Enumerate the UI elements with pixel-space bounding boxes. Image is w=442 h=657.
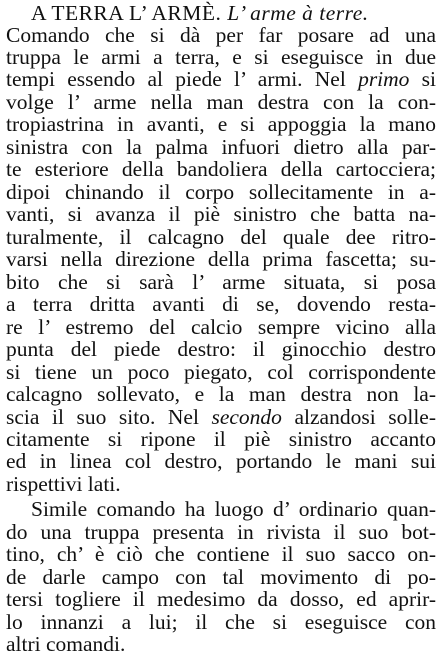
emphasis-primo: primo xyxy=(358,67,410,92)
text-line: bito che si sarà l’ arme situata, si posa xyxy=(6,269,436,294)
text-line: tersi togliere il medesimo da dosso, ed aprir- xyxy=(6,587,436,612)
text-line: sinistra con la palma infuori dietro alla par- xyxy=(6,134,436,159)
text-line: rispettivi lati. xyxy=(6,471,121,496)
text-line: tempi essendo al piede l’ armi. Nel primo si xyxy=(6,67,437,92)
text-line: re l’ estremo del calcio sempre vicino alla xyxy=(6,314,436,339)
text-line: do una truppa presenta in rivista il suo bot- xyxy=(6,519,436,544)
text-line: te esteriore della bandoliera della cartocciera; xyxy=(6,157,436,182)
text-line: turalmente, il calcagno del quale dee ritro- xyxy=(6,224,436,249)
text-line: calcagno sollevato, e la man destra non la- xyxy=(6,382,436,407)
text-line: tino, ch’ è ciò che contiene il suo sacco on- xyxy=(6,542,436,567)
text-line: si tiene un poco piegato, col corrispondente xyxy=(6,359,436,384)
text-line: volge l’ arme nella man destra con la con- xyxy=(6,89,436,114)
text-line: de darle campo con tal movimento di po- xyxy=(6,564,436,589)
text-line: punta del piede destro: il ginocchio destro xyxy=(6,337,436,362)
entry-title: A TERRA L’ ARMÈ. xyxy=(31,1,222,25)
text-line: Simile comando ha luogo d’ ordinario quan- xyxy=(31,497,436,522)
text-line: altri comandi. xyxy=(6,632,126,656)
text-line: a terra dritta avanti di se, dovendo resta- xyxy=(6,292,436,317)
text-line: citamente si ripone il piè sinistro accanto xyxy=(6,426,436,451)
emphasis-secondo: secondo xyxy=(211,404,282,429)
text-line: dipoi chinando il corpo sollecitamente in a- xyxy=(6,179,436,204)
text-line: tropiastrina in avanti, e si appoggia la mano xyxy=(6,112,436,137)
text-line: Comando che si dà per far posare ad una xyxy=(6,22,436,47)
text-line: vanti, si avanza il piè sinistro che batta na- xyxy=(6,202,436,227)
text-line: varsi nella direzione della prima fascetta; su- xyxy=(6,247,436,272)
text-line: scia il suo sito. Nel secondo alzandosi solle- xyxy=(6,404,437,429)
text-line: ed in linea col destro, portando le mani sui xyxy=(6,449,436,474)
text-line: truppa le armi a terra, e si eseguisce in due xyxy=(6,45,436,69)
entry-subtitle: L’ arme à terre. xyxy=(227,1,369,25)
text-line: lo innanzi a lui; il che si eseguisce con xyxy=(6,609,436,634)
